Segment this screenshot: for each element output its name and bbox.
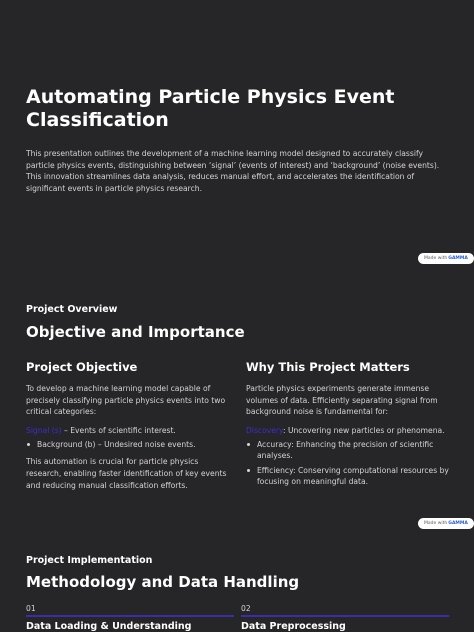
importance-column — [246, 360, 450, 490]
list-highlight: Signal (s) — [26, 425, 62, 435]
step-divider — [26, 615, 234, 617]
section-title-implementation: Methodology and Data Handling — [26, 573, 300, 591]
objective-column — [26, 360, 228, 491]
section-label-implementation: Project Implementation — [26, 555, 153, 566]
badge-brand: GAMMA — [448, 521, 468, 526]
badge-prefix: Made with — [424, 256, 448, 261]
importance-title: Why This Project Matters — [246, 360, 410, 374]
list-highlight: Discovery — [246, 425, 283, 435]
objective-title: Project Objective — [26, 360, 138, 374]
list-text: – Events of scientific interest. — [61, 425, 176, 435]
objective-outro: This automation is crucial for particle physics research, enabling faster identification of key events and reducing manual classification efforts. — [26, 457, 227, 490]
step-card — [241, 604, 449, 632]
list-item: Background (b) – Undesired noise events. — [26, 439, 228, 451]
objective-list — [26, 425, 228, 451]
list-item: Accuracy: Enhancing the precision of scientific analyses. — [246, 439, 450, 462]
step-divider — [241, 615, 449, 617]
list-text: : Uncovering new particles or phenomena. — [282, 425, 445, 435]
step-card — [26, 604, 234, 632]
step-title: Data Loading & Understanding — [26, 621, 192, 632]
made-with-badge[interactable] — [418, 518, 474, 529]
objective-intro: To develop a machine learning model capable of precisely classifying particle physics events into two critical categories: — [26, 384, 226, 417]
made-with-badge[interactable] — [418, 253, 474, 264]
page-title: Automating Particle Physics Event Classification — [26, 86, 395, 131]
importance-list — [246, 425, 450, 488]
badge-brand: GAMMA — [448, 256, 468, 261]
step-title: Data Preprocessing — [241, 621, 346, 632]
step-number: 01 — [26, 604, 36, 613]
step-number: 02 — [241, 604, 251, 613]
importance-intro: Particle physics experiments generate immense volumes of data. Efficiently separating signal from background noise is fundamental for: — [246, 384, 438, 417]
section-title-overview: Objective and Importance — [26, 323, 245, 341]
list-item — [26, 425, 228, 437]
list-item: Efficiency: Conserving computational resources by focusing on meaningful data. — [246, 465, 450, 488]
intro-paragraph: This presentation outlines the development of a machine learning model designed to accurately classify particle physics events, distinguishing between ‘signal’ (events of interest) and ‘background’ (noise events). This innovation streamlines data analysis, reduces manual effort, and accelerates the identification of significant events in particle physics research. — [26, 149, 440, 193]
list-item — [246, 425, 450, 437]
badge-prefix: Made with — [424, 521, 448, 526]
section-label-overview: Project Overview — [26, 304, 118, 315]
